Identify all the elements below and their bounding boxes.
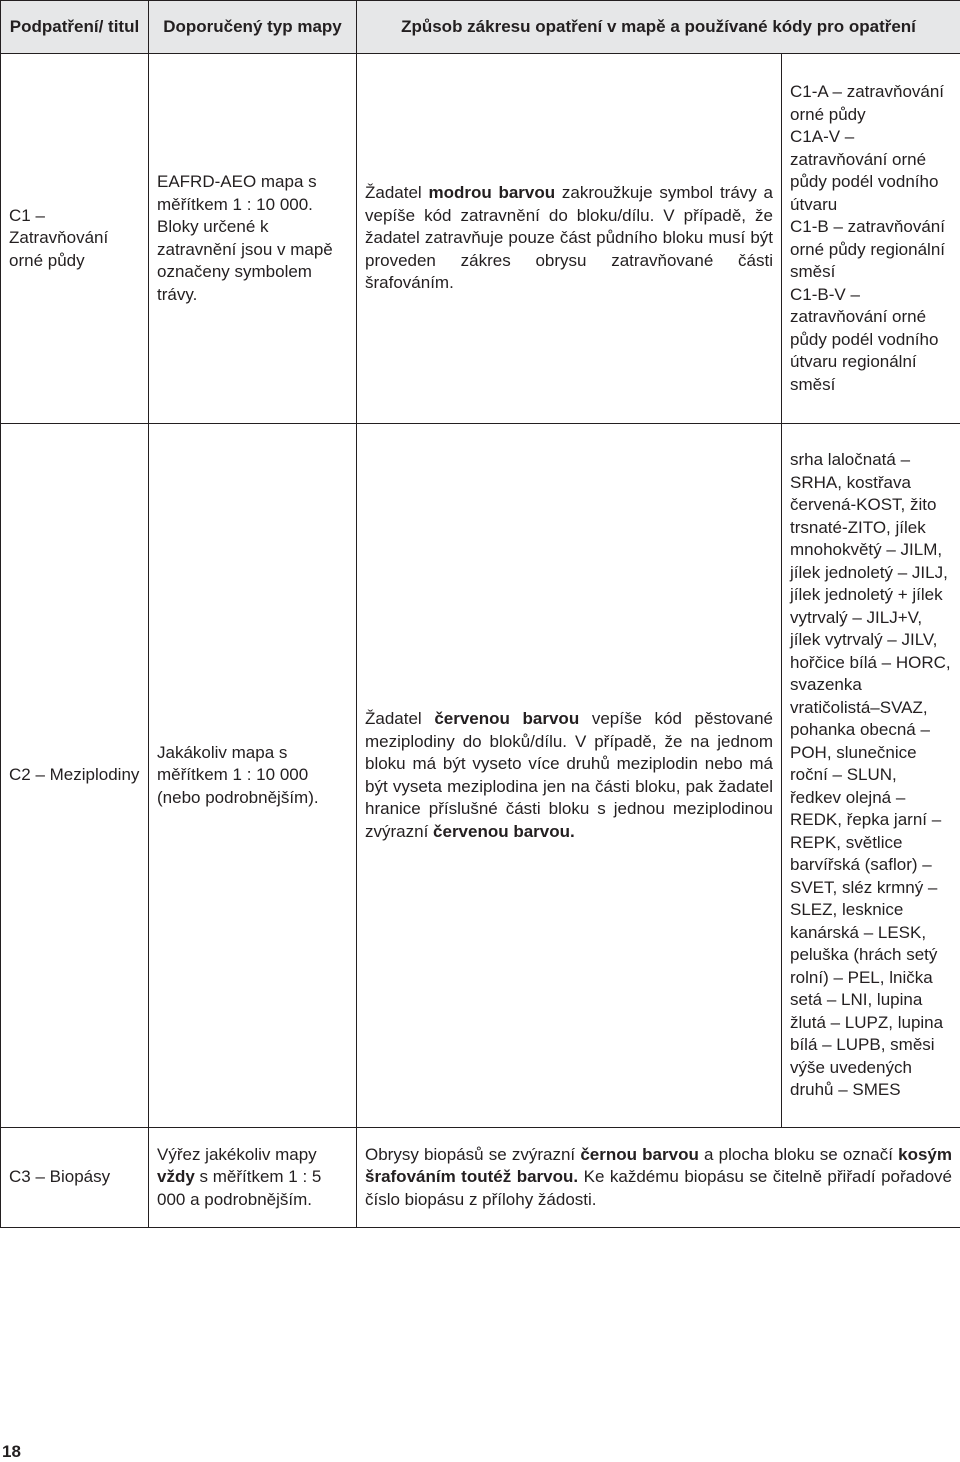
row-method: Žadatel modrou barvou zakroužkuje symbol trávy a vepíše kód zatravnění do bloku/dílu. V případě, že žadatel zatravňuje pouze část půdního bloku musí být proveden zákres obrysu zatravňované části šrafováním. — [357, 54, 782, 424]
row-map-type: Výřez jakékoliv mapy vždy s měřítkem 1 : 5 000 a podrobnějším. — [149, 1128, 357, 1228]
row-map-type: EAFRD-AEO mapa s měřítkem 1 : 10 000. Bloky určené k zatravnění jsou v mapě označeny symbolem trávy. — [149, 54, 357, 424]
row-method: Žadatel červenou barvou vepíše kód pěstované meziplodiny do bloků/dílu. V případě, že na jednom bloku má být vyseto více druhů meziplodin nebo má být vyseta meziplodina jen na části bloku, pak žadatel hranice příslušné části bloku s jednou meziplodinou zvýrazní červenou barvou. — [357, 424, 782, 1128]
row-map-type: Jakákoliv mapa s měřítkem 1 : 10 000 (nebo podrobnějším). — [149, 424, 357, 1128]
header-method: Způsob zákresu opatření v mapě a používané kódy pro opatření — [357, 1, 960, 54]
page-number: 18 — [2, 1442, 21, 1461]
row-method: Obrysy biopásů se zvýrazní černou barvou a plocha bloku se označí kosým šrafováním toutéž barvou. Ke každému biopásu se čitelně přiřadí pořadové číslo biopásu z přílohy žádosti. — [357, 1128, 960, 1228]
code-item: C1-B-V – zatravňování orné půdy podél vodního útvaru regionální směsí — [790, 284, 939, 394]
header-subtitle: Podpatření/ titul — [1, 1, 149, 54]
header-map-type: Doporučený typ mapy — [149, 1, 357, 54]
row-title: C1 – Zatravňování orné půdy — [1, 54, 149, 424]
row-title: C3 – Biopásy — [1, 1128, 149, 1228]
row-title: C2 – Meziplodiny — [1, 424, 149, 1128]
code-item: C1A-V – zatravňování orné půdy podél vodního útvaru — [790, 127, 939, 214]
table-row — [1, 424, 960, 1128]
code-item: C1-B – zatravňování orné půdy regionální směsí — [790, 217, 946, 281]
code-item: C1-A – zatravňování orné půdy — [790, 82, 945, 124]
row-codes — [782, 54, 960, 424]
table-row — [1, 1128, 960, 1228]
header-row — [1, 1, 960, 54]
table-row — [1, 54, 960, 424]
row-codes: srha laločnatá – SRHA, kostřava červená-KOST, žito trsnaté-ZITO, jílek mnohokvětý – JILM, jílek jednoletý – JILJ, jílek jednoletý + jílek vytrvalý – JILJ+V, jílek vytrvalý – JILV, hořčice bílá – HORC, svazenka vratičolistá–SVAZ, pohanka obecná – POH, slunečnice roční – SLUN, ředkev olejná – REDK, řepka jarní – REPK, světlice barvířská (saflor) – SVET, sléz krmný – SLEZ, lesknice kanárská – LESK, peluška (hrách setý rolní) – PEL, lnička setá – LNI, lupina žlutá – LUPZ, lupina bílá – LUPB, směsi výše uvedených druhů – SMES — [782, 424, 960, 1128]
